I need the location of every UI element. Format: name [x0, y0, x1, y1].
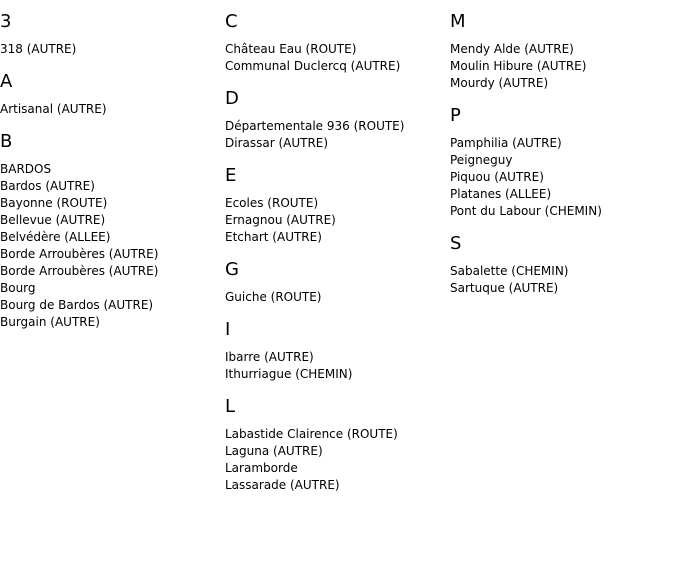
- street-list: [225, 349, 450, 383]
- street-item: Burgain (AUTRE): [0, 315, 100, 329]
- street-list: [0, 101, 225, 118]
- street-item: Communal Duclercq (AUTRE): [225, 59, 401, 73]
- street-item: Platanes (ALLEE): [450, 187, 552, 201]
- section-b: [0, 131, 225, 331]
- street-item: 318 (AUTRE): [0, 42, 77, 56]
- street-list: [225, 118, 450, 152]
- section-p: [450, 105, 675, 220]
- street-item: Dirassar (AUTRE): [225, 136, 329, 150]
- street-index-column-3: [450, 0, 675, 310]
- section-heading: M: [450, 11, 466, 32]
- street-list: [225, 426, 450, 494]
- street-item: Laramborde: [225, 461, 298, 475]
- street-list: [0, 41, 225, 58]
- street-list: [0, 161, 225, 331]
- section-heading: A: [0, 71, 13, 92]
- street-index-column-2: [225, 0, 450, 507]
- section-e: [225, 165, 450, 246]
- section-heading: 3: [0, 11, 12, 32]
- section-m: [450, 11, 675, 92]
- street-list: [450, 263, 675, 297]
- street-item: Sartuque (AUTRE): [450, 281, 559, 295]
- section-heading: I: [225, 319, 231, 340]
- section-heading: S: [450, 233, 462, 254]
- street-item: Piquou (AUTRE): [450, 170, 544, 184]
- street-item: Ibarre (AUTRE): [225, 350, 314, 364]
- section-l: [225, 396, 450, 494]
- street-item: Peigneguy: [450, 153, 513, 167]
- street-item: Ecoles (ROUTE): [225, 196, 319, 210]
- street-index-column-1: [0, 0, 225, 344]
- street-item: Départementale 936 (ROUTE): [225, 119, 405, 133]
- street-item: Laguna (AUTRE): [225, 444, 323, 458]
- section-i: [225, 319, 450, 383]
- section-heading: D: [225, 88, 239, 109]
- street-list: [225, 41, 450, 75]
- street-item: Pamphilia (AUTRE): [450, 136, 562, 150]
- section-heading: C: [225, 11, 238, 32]
- section-heading: L: [225, 396, 236, 417]
- street-item: Ernagnou (AUTRE): [225, 213, 336, 227]
- section-d: [225, 88, 450, 152]
- street-item: Moulin Hibure (AUTRE): [450, 59, 587, 73]
- street-item: Bourg: [0, 281, 36, 295]
- street-item: Bellevue (AUTRE): [0, 213, 106, 227]
- street-item: Bayonne (ROUTE): [0, 196, 108, 210]
- street-item: Labastide Clairence (ROUTE): [225, 427, 398, 441]
- street-item: Etchart (AUTRE): [225, 230, 322, 244]
- street-item: Bourg de Bardos (AUTRE): [0, 298, 154, 312]
- section-heading: P: [450, 105, 461, 126]
- street-item: Artisanal (AUTRE): [0, 102, 107, 116]
- street-item: Mendy Alde (AUTRE): [450, 42, 574, 56]
- street-list: [225, 289, 450, 306]
- street-item: Ithurriague (CHEMIN): [225, 367, 353, 381]
- street-item: BARDOS: [0, 162, 52, 176]
- section-s: [450, 233, 675, 297]
- street-item: Pont du Labour (CHEMIN): [450, 204, 602, 218]
- street-item: Mourdy (AUTRE): [450, 76, 549, 90]
- street-item: Sabalette (CHEMIN): [450, 264, 569, 278]
- section-c: [225, 11, 450, 75]
- section-a: [0, 71, 225, 118]
- street-item: Bardos (AUTRE): [0, 179, 95, 193]
- section-g: [225, 259, 450, 306]
- street-item: Château Eau (ROUTE): [225, 42, 357, 56]
- section-heading: G: [225, 259, 239, 280]
- street-list: [450, 41, 675, 92]
- street-item: Guiche (ROUTE): [225, 290, 322, 304]
- street-item: Lassarade (AUTRE): [225, 478, 340, 492]
- street-item: Borde Arroubères (AUTRE): [0, 264, 159, 278]
- street-item: Belvédère (ALLEE): [0, 230, 111, 244]
- section-heading: E: [225, 165, 237, 186]
- street-list: [450, 135, 675, 220]
- street-list: [225, 195, 450, 246]
- street-item: Borde Arroubères (AUTRE): [0, 247, 159, 261]
- section-3: [0, 11, 225, 58]
- section-heading: B: [0, 131, 13, 152]
